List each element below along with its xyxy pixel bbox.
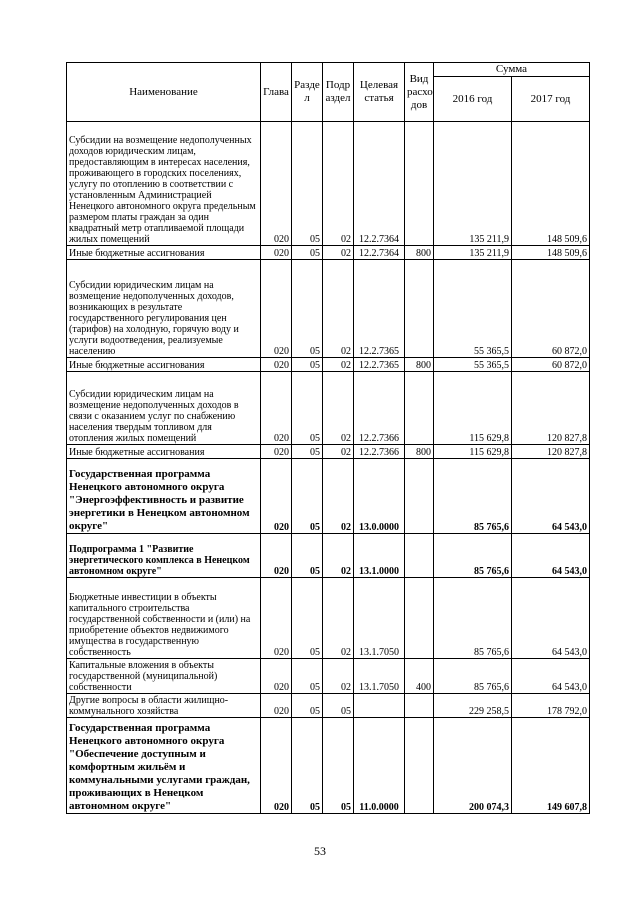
cell-y2016: 85 765,6 bbox=[434, 578, 512, 659]
cell-podrazdel: 02 bbox=[323, 260, 354, 358]
cell-razdel: 05 bbox=[292, 694, 323, 718]
cell-podrazdel: 02 bbox=[323, 459, 354, 534]
table-row bbox=[67, 718, 590, 814]
cell-y2016: 115 629,8 bbox=[434, 445, 512, 459]
cell-glava: 020 bbox=[261, 122, 292, 246]
table-row bbox=[67, 659, 590, 694]
cell-y2016: 85 765,6 bbox=[434, 459, 512, 534]
cell-y2016: 115 629,8 bbox=[434, 372, 512, 445]
cell-vid bbox=[405, 260, 434, 358]
cell-y2016: 200 074,3 bbox=[434, 718, 512, 814]
cell-name: Капитальные вложения в объекты государственной (муниципальной) собственности bbox=[67, 659, 261, 694]
cell-name: Государственная программа Ненецкого автономного округа "Энергоэффективность и развитие энергетики в Ненецком автономном округе" bbox=[67, 459, 261, 534]
cell-glava: 020 bbox=[261, 578, 292, 659]
cell-glava: 020 bbox=[261, 445, 292, 459]
col-header-razdel: Разде л bbox=[292, 63, 323, 122]
table-row bbox=[67, 694, 590, 718]
cell-podrazdel: 05 bbox=[323, 694, 354, 718]
cell-y2017: 148 509,6 bbox=[512, 246, 590, 260]
cell-cs: 13.1.0000 bbox=[354, 534, 405, 578]
cell-y2017: 178 792,0 bbox=[512, 694, 590, 718]
cell-name: Бюджетные инвестиции в объекты капитального строительства государственной собственности и (или) на приобретение объектов недвижимого имущества в государственную собственность bbox=[67, 578, 261, 659]
cell-cs: 12.2.7365 bbox=[354, 260, 405, 358]
cell-cs: 12.2.7365 bbox=[354, 358, 405, 372]
cell-glava: 020 bbox=[261, 246, 292, 260]
cell-glava: 020 bbox=[261, 718, 292, 814]
cell-podrazdel: 02 bbox=[323, 358, 354, 372]
col-header-name: Наименование bbox=[67, 63, 261, 122]
cell-glava: 020 bbox=[261, 358, 292, 372]
cell-vid bbox=[405, 718, 434, 814]
cell-razdel: 05 bbox=[292, 659, 323, 694]
cell-podrazdel: 02 bbox=[323, 246, 354, 260]
cell-vid bbox=[405, 578, 434, 659]
cell-glava: 020 bbox=[261, 534, 292, 578]
cell-podrazdel: 02 bbox=[323, 372, 354, 445]
cell-name: Государственная программа Ненецкого автономного округа "Обеспечение доступным и комфортным жильём и коммунальными услугами граждан, проживающих в Ненецком автономном округе" bbox=[67, 718, 261, 814]
cell-y2017: 64 543,0 bbox=[512, 578, 590, 659]
cell-vid bbox=[405, 534, 434, 578]
cell-vid: 800 bbox=[405, 445, 434, 459]
cell-podrazdel: 02 bbox=[323, 659, 354, 694]
cell-name: Иные бюджетные ассигнования bbox=[67, 358, 261, 372]
cell-vid bbox=[405, 122, 434, 246]
cell-razdel: 05 bbox=[292, 578, 323, 659]
cell-razdel: 05 bbox=[292, 534, 323, 578]
cell-y2017: 60 872,0 bbox=[512, 358, 590, 372]
table-row bbox=[67, 372, 590, 445]
table-row bbox=[67, 122, 590, 246]
cell-name: Иные бюджетные ассигнования bbox=[67, 246, 261, 260]
col-header-cs: Целевая статья bbox=[354, 63, 405, 122]
cell-name: Подпрограмма 1 "Развитие энергетического комплекса в Ненецком автономном округе" bbox=[67, 534, 261, 578]
cell-podrazdel: 02 bbox=[323, 122, 354, 246]
cell-name: Другие вопросы в области жилищно-коммунального хозяйства bbox=[67, 694, 261, 718]
cell-podrazdel: 02 bbox=[323, 534, 354, 578]
cell-razdel: 05 bbox=[292, 358, 323, 372]
cell-y2016: 55 365,5 bbox=[434, 358, 512, 372]
cell-y2016: 85 765,6 bbox=[434, 659, 512, 694]
cell-vid: 400 bbox=[405, 659, 434, 694]
cell-cs: 13.1.7050 bbox=[354, 578, 405, 659]
cell-razdel: 05 bbox=[292, 372, 323, 445]
cell-glava: 020 bbox=[261, 659, 292, 694]
cell-vid: 800 bbox=[405, 358, 434, 372]
cell-razdel: 05 bbox=[292, 718, 323, 814]
cell-vid: 800 bbox=[405, 246, 434, 260]
cell-y2016: 135 211,9 bbox=[434, 246, 512, 260]
cell-razdel: 05 bbox=[292, 260, 323, 358]
cell-razdel: 05 bbox=[292, 122, 323, 246]
cell-cs: 12.2.7364 bbox=[354, 122, 405, 246]
cell-podrazdel: 05 bbox=[323, 718, 354, 814]
cell-y2017: 60 872,0 bbox=[512, 260, 590, 358]
cell-y2016: 55 365,5 bbox=[434, 260, 512, 358]
budget-table bbox=[66, 62, 590, 814]
cell-glava: 020 bbox=[261, 694, 292, 718]
cell-cs: 13.1.7050 bbox=[354, 659, 405, 694]
cell-cs: 12.2.7364 bbox=[354, 246, 405, 260]
col-header-2016: 2016 год bbox=[434, 77, 512, 122]
cell-y2016: 135 211,9 bbox=[434, 122, 512, 246]
cell-y2016: 85 765,6 bbox=[434, 534, 512, 578]
cell-y2017: 64 543,0 bbox=[512, 459, 590, 534]
cell-name: Субсидии юридическим лицам на возмещение недополученных доходов, возникающих в результате государственного регулирования цен (тарифов) на холодную, горячую воду и услуги водоотведения, реализуемые населению bbox=[67, 260, 261, 358]
col-header-vid: Вид расхо дов bbox=[405, 63, 434, 122]
table-row bbox=[67, 246, 590, 260]
table-row bbox=[67, 578, 590, 659]
table-row bbox=[67, 459, 590, 534]
page-number: 53 bbox=[314, 844, 326, 858]
cell-glava: 020 bbox=[261, 372, 292, 445]
col-header-2017: 2017 год bbox=[512, 77, 590, 122]
cell-razdel: 05 bbox=[292, 445, 323, 459]
table-row bbox=[67, 358, 590, 372]
col-header-summa: Сумма bbox=[434, 63, 590, 77]
cell-y2017: 64 543,0 bbox=[512, 659, 590, 694]
cell-cs: 12.2.7366 bbox=[354, 445, 405, 459]
header-row-top bbox=[67, 63, 590, 77]
cell-cs: 11.0.0000 bbox=[354, 718, 405, 814]
cell-y2017: 64 543,0 bbox=[512, 534, 590, 578]
cell-y2016: 229 258,5 bbox=[434, 694, 512, 718]
cell-glava: 020 bbox=[261, 260, 292, 358]
cell-name: Иные бюджетные ассигнования bbox=[67, 445, 261, 459]
cell-cs bbox=[354, 694, 405, 718]
cell-vid bbox=[405, 372, 434, 445]
cell-razdel: 05 bbox=[292, 246, 323, 260]
cell-y2017: 149 607,8 bbox=[512, 718, 590, 814]
cell-cs: 13.0.0000 bbox=[354, 459, 405, 534]
cell-name: Субсидии юридическим лицам на возмещение недополученных доходов в связи с оказанием услуг по снабжению населения твердым топливом для отопления жилых помещений bbox=[67, 372, 261, 445]
cell-name: Субсидии на возмещение недополученных доходов юридическим лицам, предоставляющим в интересах населения, проживающего в городских поселениях, услугу по отоплению в соответствии с установленным Администрацией Ненецкого автономного округа предельным размером платы граждан за один квадратный метр отапливаемой площади жилых помещений bbox=[67, 122, 261, 246]
cell-y2017: 120 827,8 bbox=[512, 445, 590, 459]
table-row bbox=[67, 260, 590, 358]
cell-vid bbox=[405, 694, 434, 718]
cell-y2017: 120 827,8 bbox=[512, 372, 590, 445]
cell-glava: 020 bbox=[261, 459, 292, 534]
cell-razdel: 05 bbox=[292, 459, 323, 534]
table-row bbox=[67, 534, 590, 578]
col-header-glava: Глава bbox=[261, 63, 292, 122]
cell-vid bbox=[405, 459, 434, 534]
cell-podrazdel: 02 bbox=[323, 445, 354, 459]
cell-y2017: 148 509,6 bbox=[512, 122, 590, 246]
col-header-podrazdel: Подр аздел bbox=[323, 63, 354, 122]
cell-podrazdel: 02 bbox=[323, 578, 354, 659]
cell-cs: 12.2.7366 bbox=[354, 372, 405, 445]
table-row bbox=[67, 445, 590, 459]
